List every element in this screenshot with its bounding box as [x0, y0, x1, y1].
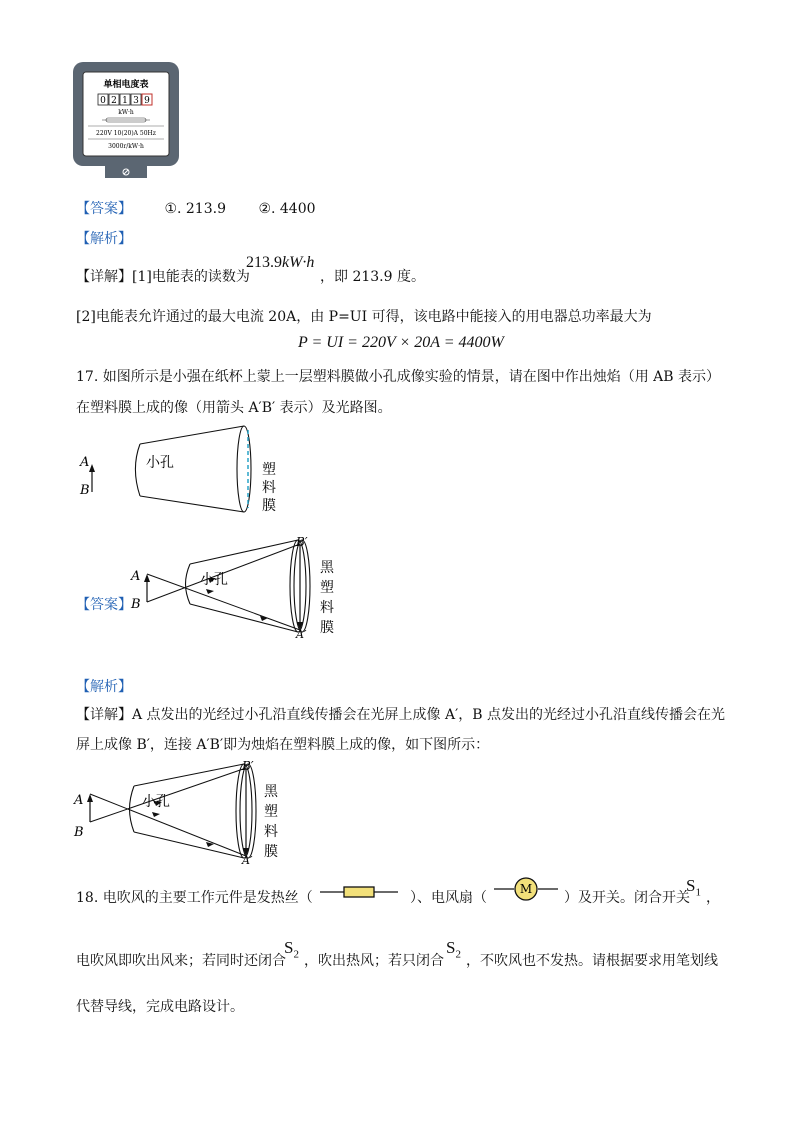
film-char: 膜 — [264, 844, 278, 860]
meter-digit: 0 — [100, 96, 106, 106]
film-char: 塑 — [264, 804, 278, 820]
q18-line2-end: ，不吹风也不发热。请根据要求用笔划线 — [466, 953, 718, 969]
film-char: 料 — [264, 824, 278, 840]
film-char: 膜 — [262, 498, 276, 514]
label-b: B — [131, 597, 141, 612]
switch-s1-letter: S — [686, 876, 696, 895]
film-char: 黑 — [264, 784, 278, 800]
detail-text: [1]电能表的读数为 — [132, 269, 250, 285]
reading-unit: kW·h — [282, 254, 315, 271]
electric-meter-image — [72, 60, 182, 182]
analysis-tag: 【解析】 — [76, 231, 132, 247]
q18-line2-start: 电吹风即吹出风来；若同时还闭合 — [76, 953, 286, 969]
q18-line1-start: 18. 电吹风的主要工作元件是发热丝（ — [76, 890, 313, 906]
switch-s1 — [686, 876, 701, 898]
q18-line1-comma: ， — [706, 890, 720, 906]
q18-line2-mid: ，吹出热风；若只闭合 — [304, 953, 444, 969]
label-a-prime: A′ — [296, 628, 307, 641]
resistor-symbol — [318, 882, 400, 902]
pinhole-detail-figure — [70, 756, 300, 866]
q17-question-line1: 17. 如图所示是小强在纸杯上蒙上一层塑料膜做小孔成像实验的情景，请在图中作出烛焰（用 AB 表示） — [76, 369, 721, 385]
q16-answer-line — [76, 198, 316, 218]
meter-digits — [98, 94, 152, 106]
q18-line3: 代替导线，完成电路设计。 — [76, 999, 244, 1015]
answer-tag: 【答案】 — [76, 201, 132, 217]
film-char: 膜 — [320, 620, 334, 636]
meter-unit: kW·h — [118, 109, 134, 116]
label-b: B — [74, 825, 84, 840]
detail-tag: 【详解】 — [76, 707, 132, 723]
q18-line1-end: ）及开关。闭合开关 — [564, 890, 690, 906]
meter-digit: 2 — [111, 96, 117, 106]
meter-spec: 220V 10(20)A 50Hz — [96, 130, 156, 137]
q17-analysis-tag: 【解析】 — [76, 679, 132, 695]
label-a: A — [74, 793, 84, 808]
answer-2: ②. 4400 — [258, 201, 316, 217]
power-formula: P = UI = 220V × 20A = 4400W — [298, 334, 504, 351]
pinhole-question-figure — [76, 420, 296, 522]
meter-digit: 9 — [144, 96, 150, 106]
film-char: 塑 — [320, 580, 334, 596]
switch-s1-sub: 1 — [695, 886, 701, 899]
motor-label: M — [519, 882, 533, 896]
q16-detail-line2: [2]电能表允许通过的最大电流 20A，由 P=UI 可得，该电路中能接入的用电器总功率最大为 — [76, 309, 652, 325]
switch-s2-sub: 2 — [293, 948, 299, 961]
switch-s2-letter: S — [446, 938, 456, 957]
pinhole-label: 小孔 — [146, 455, 174, 471]
q18-line1-mid: ）、电风扇（ — [410, 890, 487, 906]
pinhole-label: 小孔 — [142, 794, 170, 810]
film-char: 黑 — [320, 560, 334, 576]
film-char: 料 — [320, 600, 334, 616]
film-char: 料 — [262, 480, 276, 496]
q16-detail-line1-end: ，即 213.9 度。 — [320, 269, 425, 285]
detail-tag: 【详解】 — [76, 269, 132, 285]
q16-detail-line1 — [76, 266, 250, 286]
meter-reading-formula — [246, 254, 314, 272]
meter-rev: 3000r/kW·h — [108, 143, 144, 150]
label-a: A — [80, 455, 90, 470]
q17-detail-line2: 屏上成像 B′，连接 A′B′即为烛焰在塑料膜上成的像，如下图所示： — [76, 737, 490, 753]
label-a-prime: A′ — [242, 854, 253, 866]
meter-digit: 1 — [122, 96, 128, 106]
switch-s2 — [284, 938, 299, 960]
label-b-prime: B′ — [242, 759, 254, 773]
switch-s2-sub: 2 — [455, 948, 461, 961]
switch-s2-second — [446, 938, 461, 960]
reading-value: 213.9 — [246, 254, 282, 271]
label-a: A — [131, 569, 141, 584]
switch-s2-letter: S — [284, 938, 294, 957]
q17-answer-tag: 【答案】 — [76, 597, 132, 613]
q17-detail-line1 — [76, 704, 725, 724]
label-b: B — [80, 483, 90, 498]
label-b-prime: B′ — [296, 535, 308, 549]
meter-digit: 3 — [133, 96, 139, 106]
pinhole-label: 小孔 — [200, 572, 228, 588]
film-char: 塑 — [262, 462, 276, 478]
meter-title: 单相电度表 — [103, 80, 149, 90]
detail-text: A 点发出的光经过小孔沿直线传播会在光屏上成像 A′，B 点发出的光经过小孔沿直线传播会在光 — [132, 707, 726, 723]
motor-symbol — [492, 875, 560, 903]
pinhole-answer-figure — [126, 532, 356, 642]
answer-1: ①. 213.9 — [164, 201, 226, 217]
q17-question-line2: 在塑料膜上成的像（用箭头 A′B′ 表示）及光路图。 — [76, 400, 392, 416]
